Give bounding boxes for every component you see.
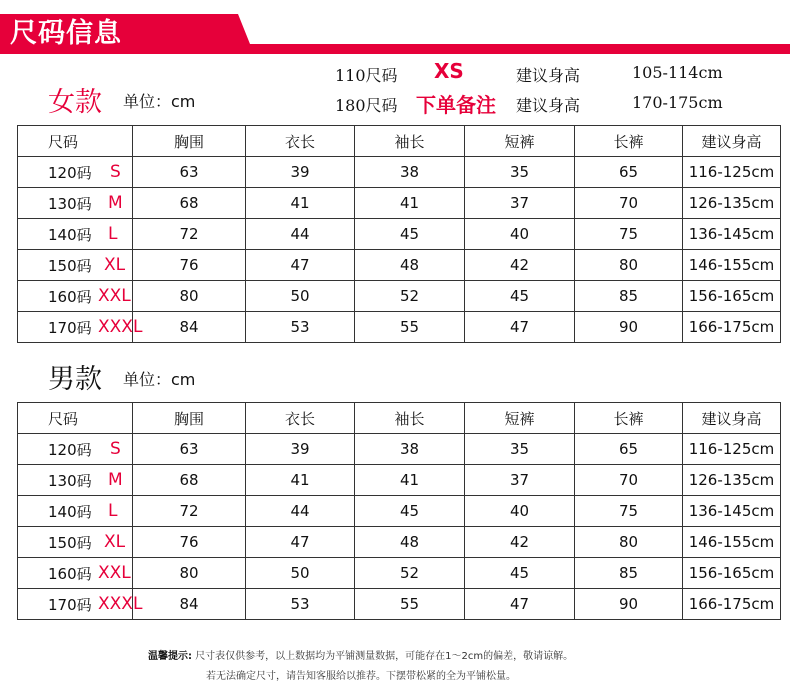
size-cell [18,188,133,219]
table-header-row [18,403,781,434]
size-number: 150码 [48,533,92,552]
table-cell: 45 [465,281,575,312]
table-cell: 126-135cm [683,465,781,496]
table-cell: 80 [575,250,683,281]
table-cell: 45 [465,558,575,589]
table-cell: 90 [575,312,683,343]
table-cell: 39 [246,157,355,188]
table-cell: 52 [355,281,465,312]
table-cell: 41 [246,465,355,496]
table-cell: 63 [133,157,246,188]
table-header-cell: 衣长 [246,126,355,157]
table-cell: 37 [465,188,575,219]
table-row [18,558,781,589]
size-tag: M [108,193,123,213]
table-cell: 47 [465,312,575,343]
table-row [18,434,781,465]
table-row [18,312,781,343]
table-cell: 72 [133,219,246,250]
table-header-cell: 短裤 [465,403,575,434]
table-cell: 80 [133,558,246,589]
size-cell [18,157,133,188]
table-cell: 65 [575,434,683,465]
table-cell: 156-165cm [683,281,781,312]
footer-text-1: 尺寸表仅供参考，以上数据均为平铺测量数据，可能存在1～2cm的偏差，敬请谅解。 [195,651,574,662]
note-tag-2: 下单备注 [416,93,496,117]
table-cell: 136-145cm [683,496,781,527]
table-cell: 41 [355,465,465,496]
size-number: 150码 [48,256,92,275]
women-title: 女款 [48,87,102,118]
size-tag: XL [104,532,126,552]
table-cell: 65 [575,157,683,188]
table-cell: 48 [355,527,465,558]
size-cell [18,281,133,312]
table-header-cell: 胸围 [133,126,246,157]
table-cell: 52 [355,558,465,589]
size-tag: XL [104,255,126,275]
men-title: 男款 [48,364,102,395]
table-cell: 84 [133,312,246,343]
banner-white-cut [238,14,790,44]
banner-title: 尺码信息 [10,18,122,49]
note-size-1: 110尺码 [335,66,398,85]
table-cell: 42 [465,527,575,558]
table-cell: 45 [355,219,465,250]
table-cell: 48 [355,250,465,281]
table-cell: 116-125cm [683,157,781,188]
header-banner [0,0,790,56]
table-header-cell: 短裤 [465,126,575,157]
table-cell: 53 [246,589,355,620]
note-size-2: 180尺码 [335,96,398,115]
table-cell: 70 [575,188,683,219]
size-number: 120码 [48,440,92,459]
table-cell: 44 [246,219,355,250]
men-size-table [17,402,781,620]
size-cell [18,434,133,465]
table-cell: 68 [133,465,246,496]
table-cell: 35 [465,434,575,465]
size-tag: S [110,439,121,459]
size-tag: XXXL [98,594,143,614]
table-cell: 55 [355,312,465,343]
table-row [18,250,781,281]
banner-slant [226,14,250,44]
table-header-cell: 长裤 [575,126,683,157]
table-cell: 85 [575,558,683,589]
size-cell [18,558,133,589]
table-cell: 47 [465,589,575,620]
size-number: 140码 [48,225,92,244]
table-cell: 80 [133,281,246,312]
size-cell [18,219,133,250]
table-cell: 166-175cm [683,312,781,343]
table-row [18,465,781,496]
size-number: 130码 [48,194,92,213]
table-row [18,527,781,558]
table-cell: 84 [133,589,246,620]
size-number: 160码 [48,564,92,583]
table-cell: 63 [133,434,246,465]
table-cell: 35 [465,157,575,188]
size-tag: L [108,501,118,521]
table-header-cell: 胸围 [133,403,246,434]
table-row [18,188,781,219]
size-number: 170码 [48,595,92,614]
table-header-cell: 衣长 [246,403,355,434]
table-cell: 50 [246,281,355,312]
size-cell [18,589,143,620]
note-label-2: 建议身高 [516,96,581,115]
table-cell: 47 [246,527,355,558]
table-cell: 53 [246,312,355,343]
women-size-table [17,125,781,343]
table-cell: 80 [575,527,683,558]
size-tag: XXL [98,286,131,306]
size-cell [18,465,133,496]
table-cell: 90 [575,589,683,620]
table-cell: 41 [246,188,355,219]
table-cell: 44 [246,496,355,527]
table-header-row [18,126,781,157]
table-cell: 39 [246,434,355,465]
table-header-cell: 尺码 [18,403,133,434]
note-label-1: 建议身高 [516,66,581,85]
size-tag: XXXL [98,317,143,337]
table-cell: 50 [246,558,355,589]
table-cell: 136-145cm [683,219,781,250]
size-number: 140码 [48,502,92,521]
table-cell: 55 [355,589,465,620]
note-range-2: 170-175cm [632,93,723,112]
note-tag-1: XS [434,59,464,83]
size-number: 160码 [48,287,92,306]
table-cell: 116-125cm [683,434,781,465]
size-cell [18,496,133,527]
size-cell [18,250,133,281]
size-tag: L [108,224,118,244]
size-number: 170码 [48,318,92,337]
size-tag: S [110,162,121,182]
table-cell: 75 [575,496,683,527]
table-header-cell: 尺码 [18,126,133,157]
table-cell: 38 [355,157,465,188]
table-cell: 37 [465,465,575,496]
table-cell: 166-175cm [683,589,781,620]
table-cell: 42 [465,250,575,281]
table-cell: 75 [575,219,683,250]
table-cell: 45 [355,496,465,527]
table-cell: 146-155cm [683,250,781,281]
table-cell: 76 [133,527,246,558]
table-header-cell: 建议身高 [683,126,781,157]
table-header-cell: 长裤 [575,403,683,434]
size-number: 120码 [48,163,92,182]
table-header-cell: 建议身高 [683,403,781,434]
table-cell: 72 [133,496,246,527]
footer-line-1 [148,647,573,662]
table-cell: 76 [133,250,246,281]
table-cell: 70 [575,465,683,496]
footer-line-2: 若无法确定尺寸，请告知客服给以推荐。下摆带松紧的全为平铺松量。 [206,671,516,682]
table-cell: 68 [133,188,246,219]
table-cell: 40 [465,219,575,250]
table-cell: 85 [575,281,683,312]
size-number: 130码 [48,471,92,490]
table-cell: 47 [246,250,355,281]
note-range-1: 105-114cm [632,63,723,82]
women-unit: 单位：cm [123,92,196,111]
table-cell: 40 [465,496,575,527]
table-row [18,589,781,620]
table-header-cell: 袖长 [355,126,465,157]
size-cell [18,312,143,343]
table-header-cell: 袖长 [355,403,465,434]
table-cell: 146-155cm [683,527,781,558]
footer-label: 温馨提示: [148,651,192,662]
table-row [18,496,781,527]
table-cell: 41 [355,188,465,219]
size-tag: M [108,470,123,490]
table-row [18,157,781,188]
size-cell [18,527,133,558]
size-tag: XXL [98,563,131,583]
men-unit: 单位：cm [123,370,196,389]
table-cell: 126-135cm [683,188,781,219]
table-row [18,219,781,250]
table-cell: 156-165cm [683,558,781,589]
table-cell: 38 [355,434,465,465]
table-row [18,281,781,312]
